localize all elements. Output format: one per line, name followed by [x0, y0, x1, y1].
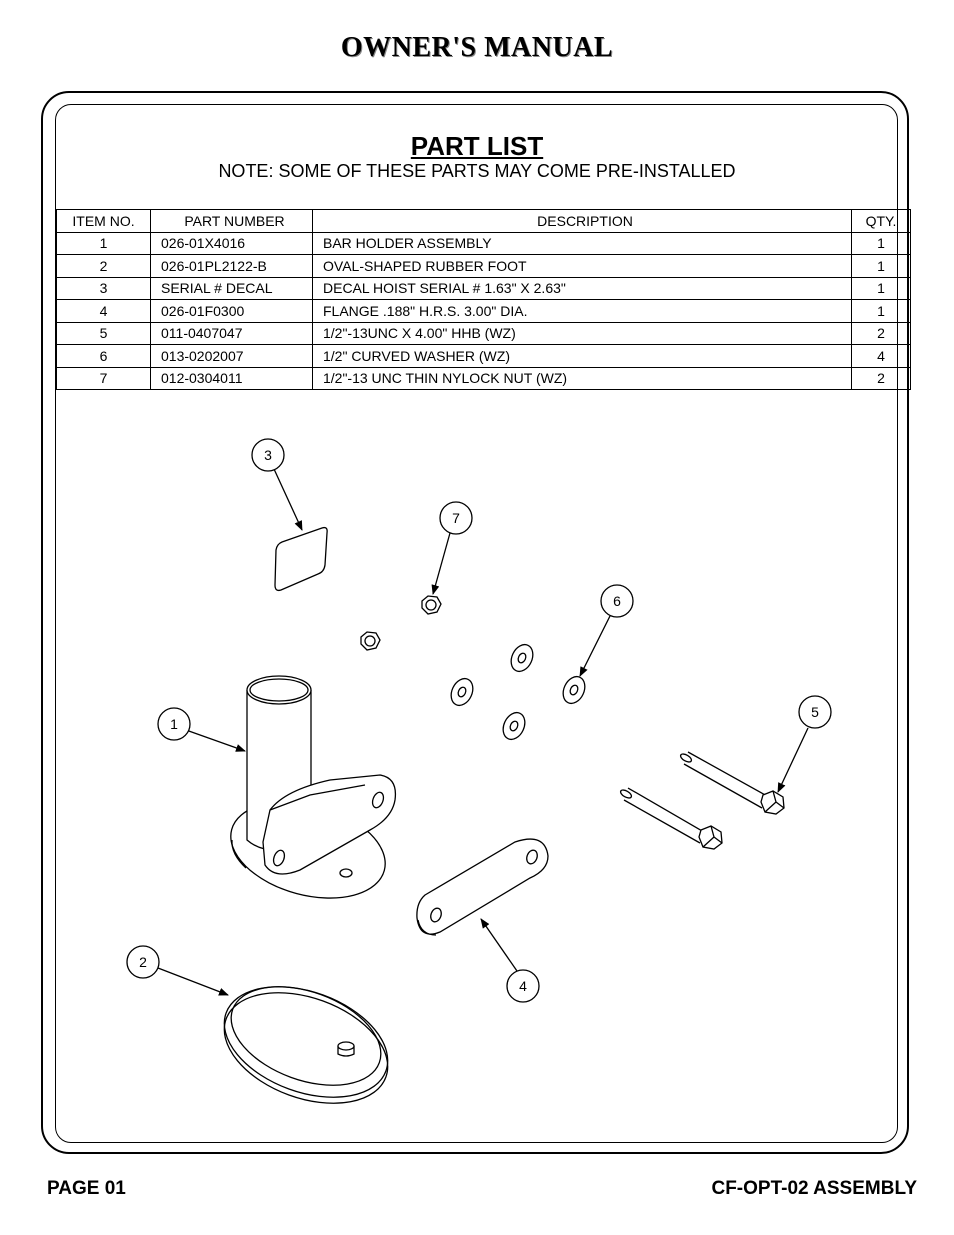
item-no-cell: 5 [57, 322, 151, 345]
description-cell: DECAL HOIST SERIAL # 1.63" X 2.63" [313, 277, 852, 300]
balloon-5 [799, 696, 831, 728]
serial-decal-part [275, 528, 327, 591]
qty-cell: 1 [852, 232, 911, 255]
qty-cell: 2 [852, 322, 911, 345]
qty-cell: 1 [852, 277, 911, 300]
item-no-cell: 2 [57, 255, 151, 278]
description-cell: 1/2"-13 UNC THIN NYLOCK NUT (WZ) [313, 367, 852, 390]
column-header-item-no: ITEM NO. [57, 210, 151, 233]
part-list-note: NOTE: SOME OF THESE PARTS MAY COME PRE-INSTALLED [218, 161, 736, 181]
item-no-cell: 7 [57, 367, 151, 390]
balloon-4 [507, 970, 539, 1002]
balloon-label: 5 [811, 704, 819, 720]
item-no-cell: 4 [57, 300, 151, 323]
column-header-description: DESCRIPTION [313, 210, 852, 233]
qty-cell: 4 [852, 345, 911, 368]
curved-washer-part [447, 641, 589, 743]
qty-cell: 2 [852, 367, 911, 390]
hex-bolt-part [619, 752, 784, 849]
part-number-cell: SERIAL # DECAL [151, 277, 313, 300]
part-number-cell: 026-01X4016 [151, 232, 313, 255]
description-cell: 1/2"-13UNC X 4.00" HHB (WZ) [313, 322, 852, 345]
balloon-label: 1 [170, 716, 178, 732]
description-cell: BAR HOLDER ASSEMBLY [313, 232, 852, 255]
balloon-label: 3 [264, 447, 272, 463]
column-header-part-number: PART NUMBER [151, 210, 313, 233]
description-cell: 1/2" CURVED WASHER (WZ) [313, 345, 852, 368]
part-number-cell: 011-0407047 [151, 322, 313, 345]
qty-cell: 1 [852, 255, 911, 278]
qty-cell: 1 [852, 300, 911, 323]
column-header-qty: QTY. [852, 210, 911, 233]
part-number-cell: 012-0304011 [151, 367, 313, 390]
assembly-name: CF-OPT-02 ASSEMBLY [711, 1178, 917, 1199]
item-no-cell: 6 [57, 345, 151, 368]
item-no-cell: 3 [57, 277, 151, 300]
description-cell: OVAL-SHAPED RUBBER FOOT [313, 255, 852, 278]
description-cell: FLANGE .188" H.R.S. 3.00" DIA. [313, 300, 852, 323]
part-list-title: PART LIST [410, 131, 544, 161]
bar-holder-assembly-part [220, 676, 396, 914]
balloon-label: 7 [452, 510, 460, 526]
balloon-6 [601, 585, 633, 617]
balloon-label: 4 [519, 978, 527, 994]
manual-title: OWNER'S MANUAL [340, 32, 614, 63]
balloon-7 [440, 502, 472, 534]
part-number-cell: 026-01PL2122-B [151, 255, 313, 278]
balloon-label: 6 [613, 593, 621, 609]
balloon-label: 2 [139, 954, 147, 970]
item-no-cell: 1 [57, 232, 151, 255]
part-number-cell: 013-0202007 [151, 345, 313, 368]
part-number-cell: 026-01F0300 [151, 300, 313, 323]
page-number: PAGE 01 [47, 1178, 126, 1199]
rubber-foot-part [209, 966, 403, 1124]
balloon-2 [127, 946, 159, 978]
nylock-nut-part [361, 596, 441, 650]
balloon-3 [252, 439, 284, 471]
balloon-1 [158, 708, 190, 740]
